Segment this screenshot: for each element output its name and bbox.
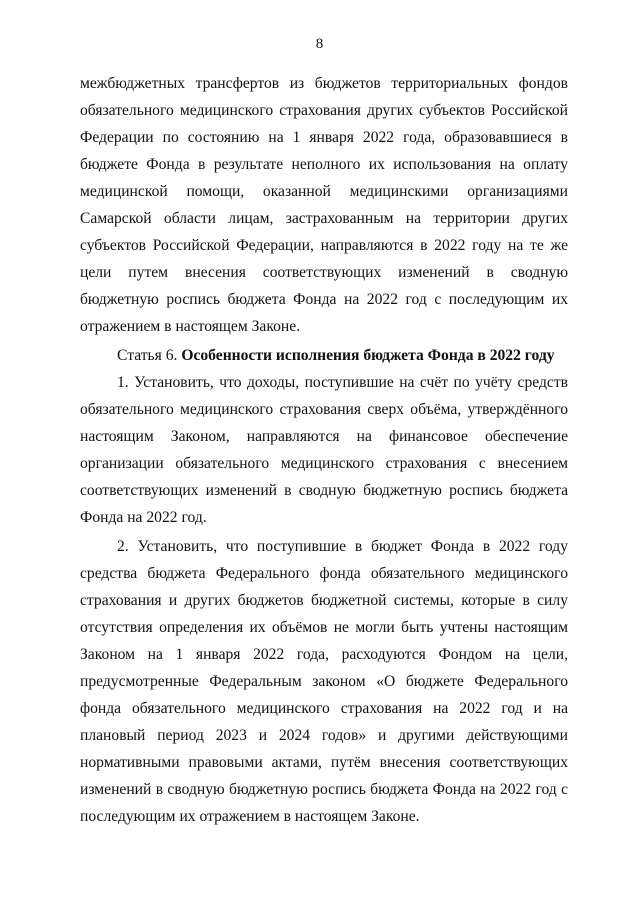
paragraph-clause-2: 2. Установить, что поступившие в бюджет Фонда в 2022 году средства бюджета Федерального фонда обязательного медицинского страхования и других бюджетов бюджетной системы, которые в силу отсутствия определения их объёмов не могли быть учтены настоящим Законом на 1 января 2022 года, расходуются Фондом на цели, предусмотренные Федеральным законом «О бюджете Федерального фонда обязательного медицинского страхования на 2022 год и на плановый период 2023 и 2024 годов» и другими действующими нормативными правовыми актами, путём внесения соответствующих изменений в сводную бюджетную роспись бюджета Фонда на 2022 год с последующим их отражением в настоящем Законе. [80,538,568,825]
article-title: Особенности исполнения бюджета Фонда в 2022 году [181,347,555,364]
paragraph-continuation: межбюджетных трансфертов из бюджетов территориальных фондов обязательного медицинского страхования других субъектов Российской Федерации по состоянию на 1 января 2022 года, образовавшиеся в бюджете Фонда в результате неполного их использования на оплату медицинской помощи, оказанной медицинскими организациями Самарской области лицам, застрахованным на территории других субъектов Российской Федерации, направляются в 2022 году на те же цели путем внесения соответствующих изменений в сводную бюджетную роспись бюджета Фонда на 2022 год с последующим их отражением в настоящем Законе. [80,75,568,335]
paragraph-clause-1: 1. Установить, что доходы, поступившие на счёт по учёту средств обязательного медицинского страхования сверх объёма, утверждённого настоящим Законом, направляются на финансовое обеспечение организации обязательного медицинского страхования с внесением соответствующих изменений в сводную бюджетную роспись бюджета Фонда на 2022 год. [80,374,568,526]
article-heading [80,342,568,369]
article-number: Статья 6. [117,347,178,364]
document-body [80,70,568,830]
page-number: 8 [315,36,324,52]
